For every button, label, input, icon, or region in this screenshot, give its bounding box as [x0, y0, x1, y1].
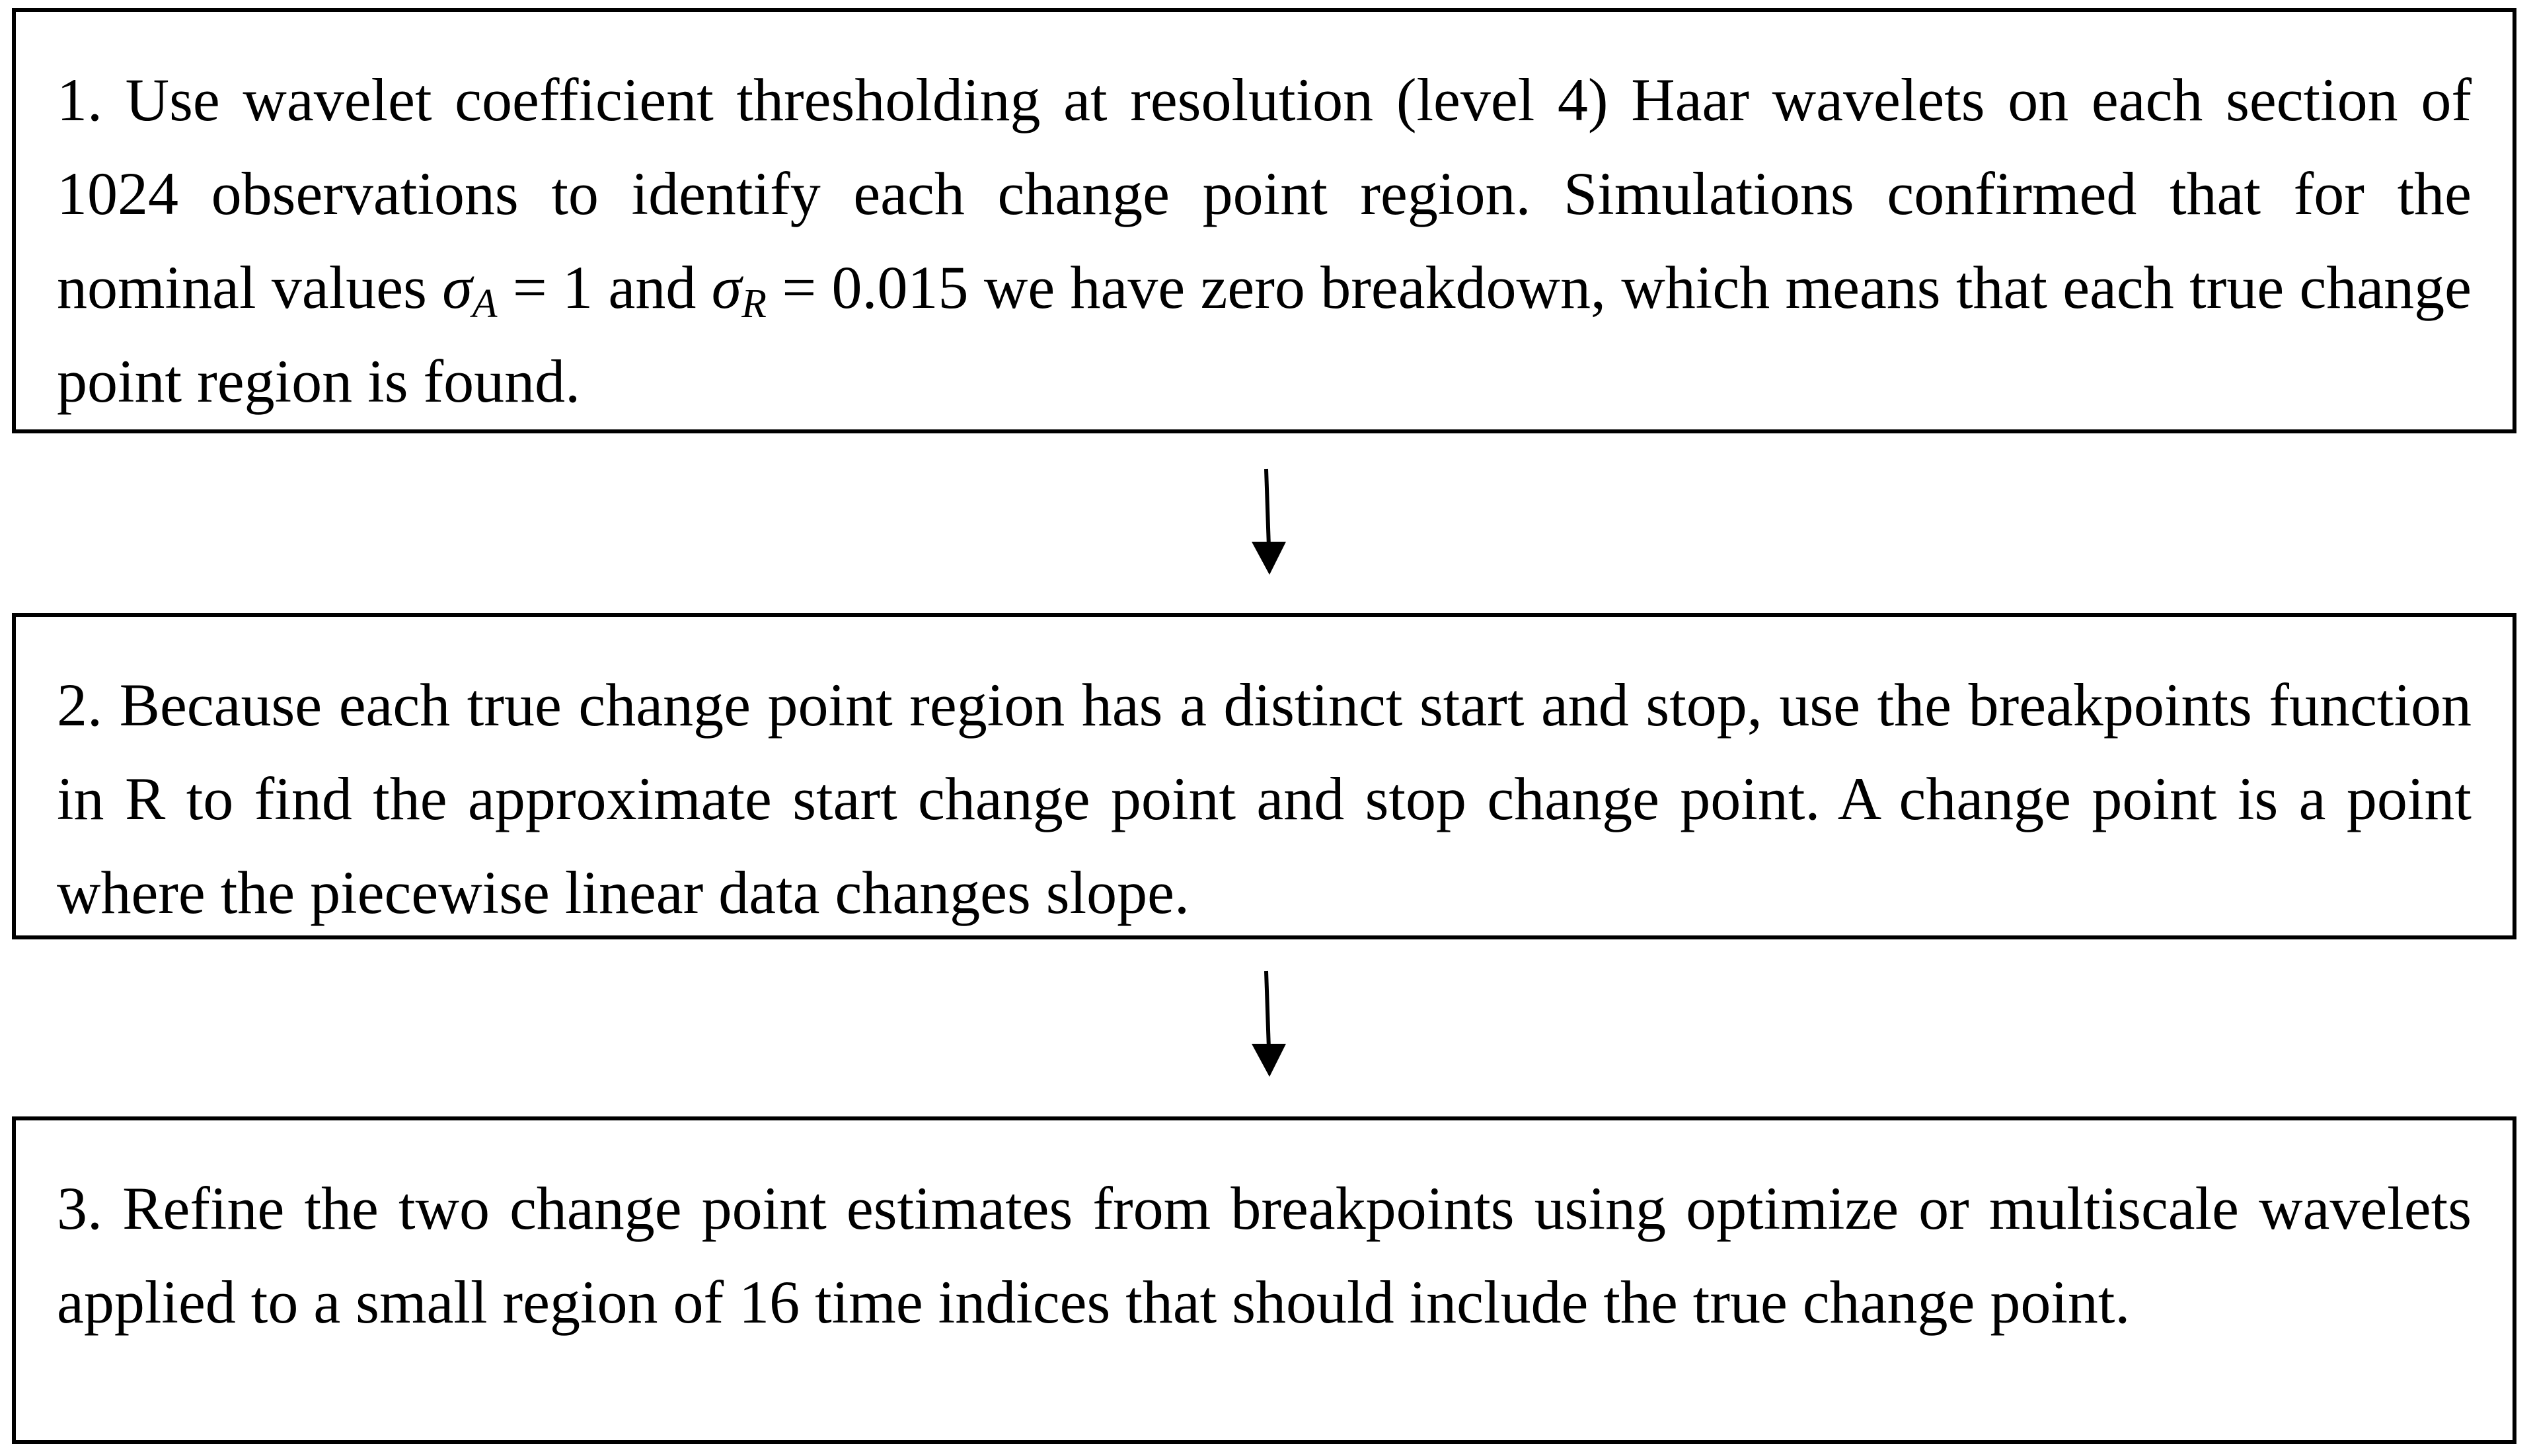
step-3-box — [12, 1116, 2516, 1444]
step-1-text — [57, 53, 2472, 428]
arrow-2-head — [1252, 1044, 1286, 1077]
arrow-step-1-to-2 — [1242, 469, 1295, 581]
step-1-text-part1: 1. Use wavelet coefficient thresholding at resolution (level 4) Haar wavelets on each section of 1024 observations to identify each change point region. Simulations confirmed that for the nominal values — [57, 66, 2472, 321]
sigma-a-subscript: A — [472, 281, 498, 326]
step-1-box — [12, 8, 2516, 433]
step-3-text: 3. Refine the two change point estimates from breakpoints using optimize or multiscale wavelets applied to a small region of 16 time indices that should include the true change point. — [57, 1175, 2472, 1336]
sigma-r-symbol: σ — [711, 254, 742, 321]
step-1-text-part2: = 1 and — [497, 254, 712, 321]
step-1-text-part3: = 0.015 we have zero breakdown, which means that each true change point region is found. — [57, 254, 2472, 415]
arrow-2-shaft — [1266, 971, 1269, 1049]
step-2-box — [12, 613, 2516, 939]
arrow-1-head — [1252, 542, 1286, 575]
sigma-a-symbol: σ — [442, 254, 473, 321]
sigma-r-subscript: R — [741, 281, 767, 326]
step-2-text: 2. Because each true change point region has a distinct start and stop, use the breakpoints function in R to find the approximate start change point and stop change point. A change point is a point where the piecewise linear data changes slope. — [57, 671, 2472, 926]
arrow-1-shaft — [1266, 469, 1269, 547]
arrow-step-2-to-3 — [1242, 971, 1295, 1083]
